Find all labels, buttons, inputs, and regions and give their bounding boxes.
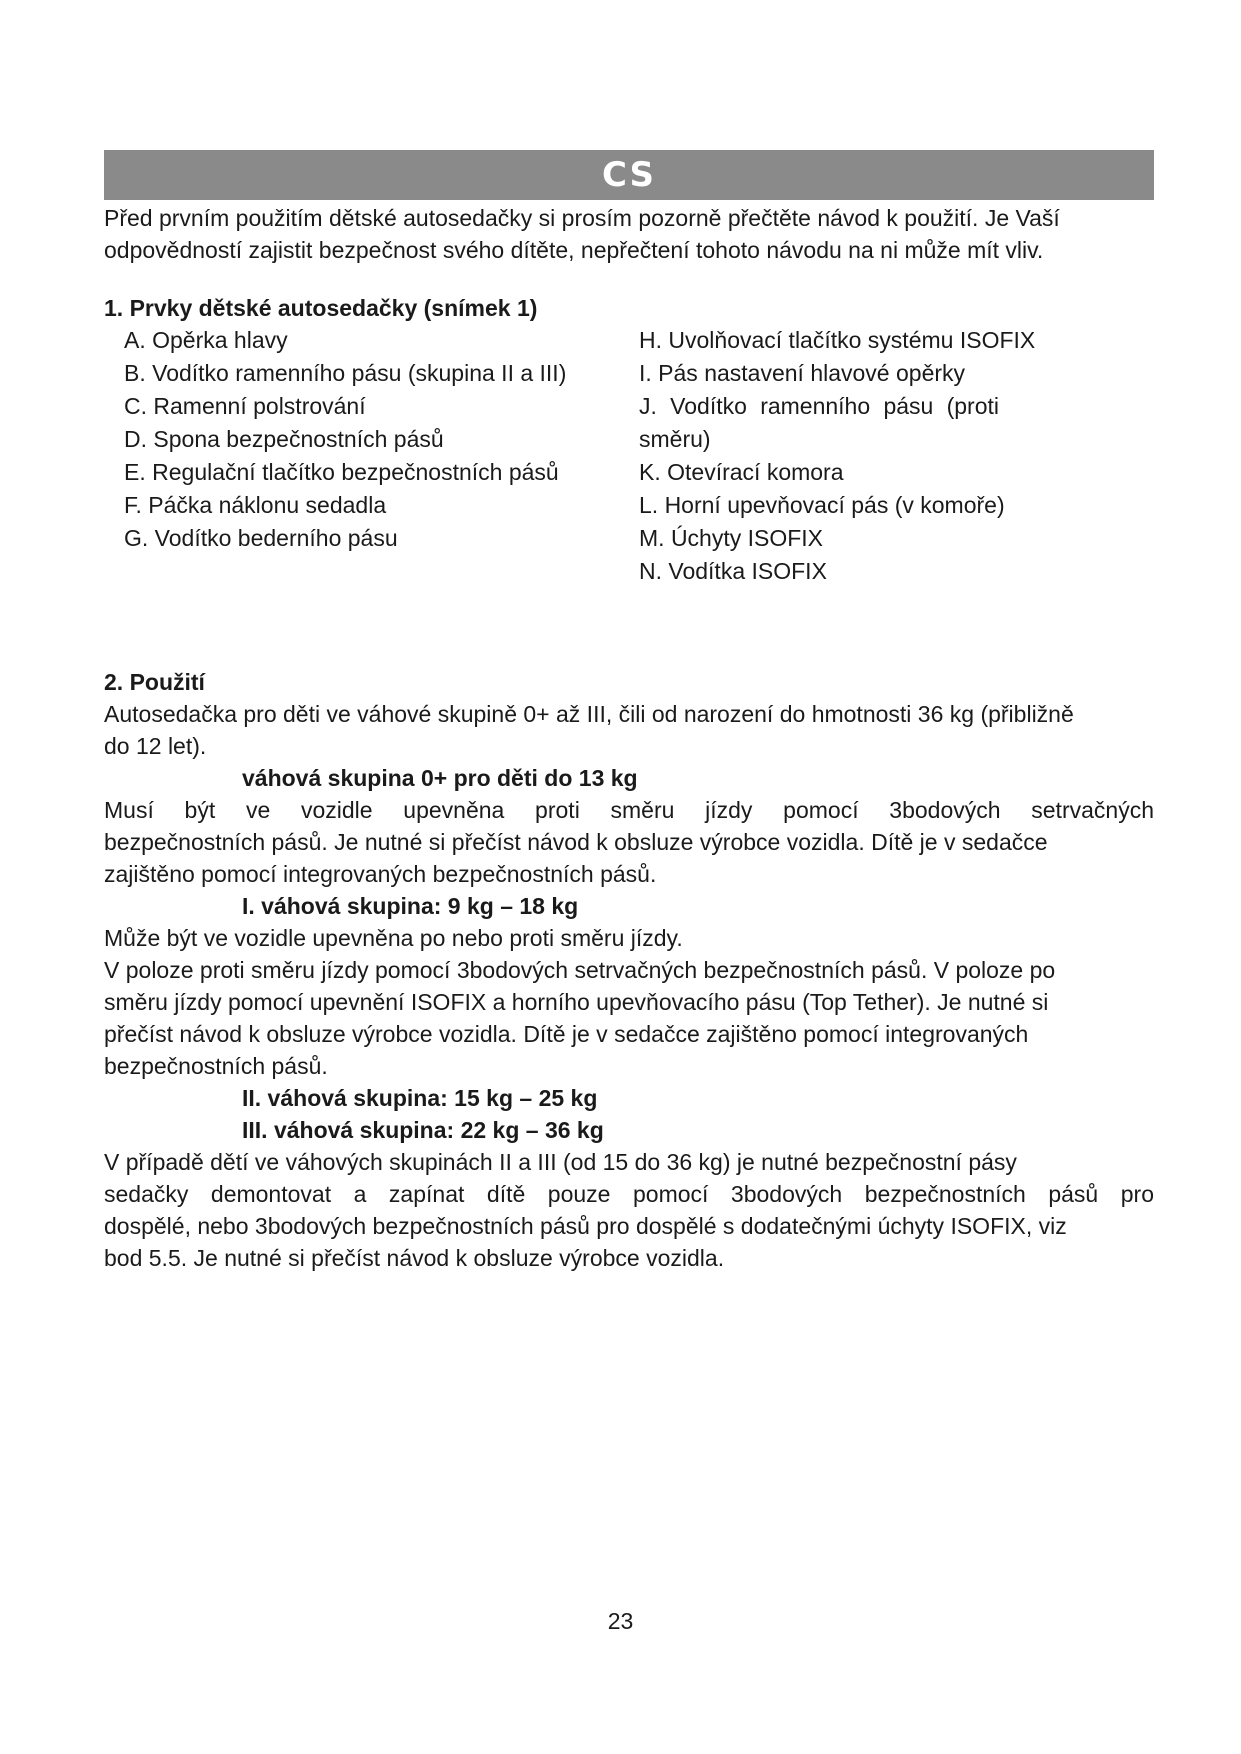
list-item: G. Vodítko bederního pásu: [124, 525, 398, 551]
paragraph-line: směru jízdy pomocí upevnění ISOFIX a horního upevňovacího pásu (Top Tether). Je nutné si: [104, 989, 1049, 1015]
intro-line-2: odpovědností zajistit bezpečnost svého dítěte, nepřečtení tohoto návodu na ni může mít vliv.: [104, 237, 1044, 263]
word: Vodítko: [670, 393, 747, 419]
paragraph-line: do 12 let).: [104, 733, 207, 759]
section-2-title: 2. Použití: [104, 669, 205, 695]
word: ramenního: [760, 393, 871, 419]
language-header-bar: [104, 150, 1154, 200]
paragraph-line: sedačky demontovat a zapínat dítě pouze pomocí 3bodových bezpečnostních pásů pro: [104, 1181, 1154, 1207]
paragraph-line: zajištěno pomocí integrovaných bezpečnostních pásů.: [104, 861, 657, 887]
list-item: C. Ramenní polstrování: [124, 393, 366, 419]
parts-list-right: [639, 324, 1069, 588]
paragraph-line: V poloze proti směru jízdy pomocí 3bodových setrvačných bezpečnostních pásů. V poloze po: [104, 957, 1056, 983]
parts-list: [104, 324, 1154, 588]
list-item: N. Vodítka ISOFIX: [639, 558, 827, 584]
list-item: E. Regulační tlačítko bezpečnostních pásů: [124, 459, 559, 485]
weight-group-3: III. váhová skupina: 22 kg – 36 kg: [242, 1117, 604, 1143]
list-item: H. Uvolňovací tlačítko systému ISOFIX: [639, 327, 1036, 353]
list-item: K. Otevírací komora: [639, 459, 844, 485]
word: J.: [639, 393, 657, 419]
paragraph-line: Autosedačka pro děti ve váhové skupině 0+ až III, čili od narození do hmotnosti 36 kg (přibližně: [104, 701, 1074, 727]
intro-line-1: Před prvním použitím dětské autosedačky si prosím pozorně přečtěte návod k použití. Je Vaší: [104, 205, 1060, 231]
list-item: A. Opěrka hlavy: [124, 327, 288, 353]
paragraph-line: bod 5.5. Je nutné si přečíst návod k obsluze výrobce vozidla.: [104, 1245, 725, 1271]
paragraph-line: Může být ve vozidle upevněna po nebo proti směru jízdy.: [104, 925, 683, 951]
list-item: D. Spona bezpečnostních pásů: [124, 426, 444, 452]
list-item-j: [639, 390, 999, 423]
document-page: [104, 150, 1154, 1274]
list-item: L. Horní upevňovací pás (v komoře): [639, 492, 1005, 518]
paragraph-line: Musí být ve vozidle upevněna proti směru jízdy pomocí 3bodových setrvačných: [104, 797, 1154, 823]
word: (proti: [946, 393, 999, 419]
parts-list-left: [104, 324, 639, 588]
language-code: CS: [601, 155, 657, 195]
list-item: B. Vodítko ramenního pásu (skupina II a III): [124, 360, 567, 386]
paragraph-line: přečíst návod k obsluze výrobce vozidla. Dítě je v sedačce zajištěno pomocí integrovaných: [104, 1021, 1029, 1047]
page-number: 23: [607, 1608, 634, 1634]
paragraph-line: bezpečnostních pásů.: [104, 1053, 328, 1079]
paragraph-line: V případě dětí ve váhových skupinách II a III (od 15 do 36 kg) je nutné bezpečnostní pásy: [104, 1149, 1017, 1175]
weight-group-0plus: váhová skupina 0+ pro děti do 13 kg: [242, 765, 638, 791]
section-1-title: 1. Prvky dětské autosedačky (snímek 1): [104, 295, 538, 321]
weight-group-1: I. váhová skupina: 9 kg – 18 kg: [242, 893, 579, 919]
list-item-j-continued: směru): [639, 426, 711, 452]
list-item: I. Pás nastavení hlavové opěrky: [639, 360, 966, 386]
word: pásu: [883, 393, 934, 419]
paragraph-line: dospělé, nebo 3bodových bezpečnostních pásů pro dospělé s dodatečnými úchyty ISOFIX, viz: [104, 1213, 1067, 1239]
list-item: F. Páčka náklonu sedadla: [124, 492, 387, 518]
paragraph-line: bezpečnostních pásů. Je nutné si přečíst návod k obsluze výrobce vozidla. Dítě je v sedačce: [104, 829, 1048, 855]
list-item: M. Úchyty ISOFIX: [639, 525, 824, 551]
weight-group-2: II. váhová skupina: 15 kg – 25 kg: [242, 1085, 598, 1111]
